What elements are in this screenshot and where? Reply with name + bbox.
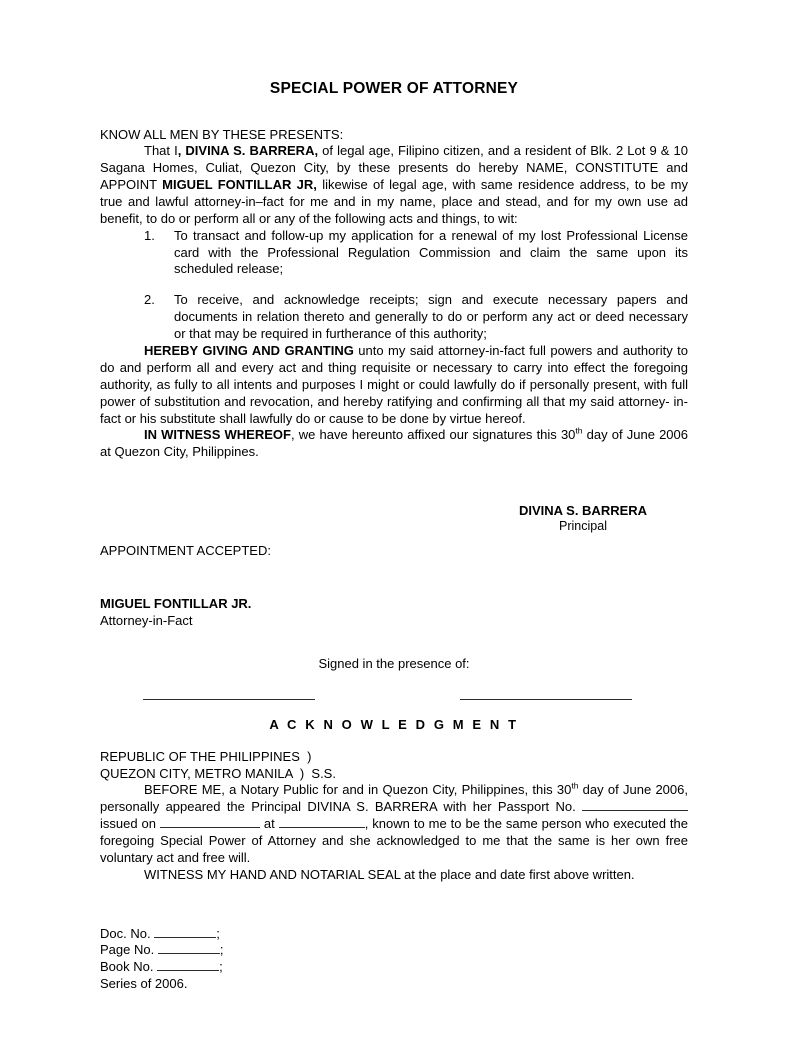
list-item xyxy=(100,228,688,279)
witness-signature-lines xyxy=(100,687,688,713)
witness-seal-paragraph: WITNESS MY HAND AND NOTARIAL SEAL at the place and date first above written. xyxy=(144,866,635,882)
witness-text-after-day: day of June 2006 at Quezon City, Philippines. xyxy=(100,427,688,460)
doc-no-blank xyxy=(154,926,216,938)
venue-line-2: QUEZON CITY, METRO MANILA ) S.S. xyxy=(100,766,336,781)
principal-signature-block xyxy=(448,503,718,535)
page-no-row xyxy=(100,942,688,959)
doc-no-terminator: ; xyxy=(216,925,220,941)
venue-line-1: REPUBLIC OF THE PHILIPPINES ) xyxy=(100,748,312,764)
witness-text-before-day: , we have hereunto affixed our signatures this 30 xyxy=(290,427,576,443)
acknowledgment-title: A C K N O W L E D G M E N T xyxy=(269,716,519,732)
page-no-terminator: ; xyxy=(219,942,224,958)
notarial-entries-block xyxy=(100,926,688,994)
granting-lead: HEREBY GIVING AND GRANTING xyxy=(144,342,354,358)
ordinal-suffix: th xyxy=(575,426,583,437)
issued-on-blank xyxy=(160,816,260,828)
before-me-part5: , known to me to be the same person who executed the foregoing Special Power of Attorney and she acknowledged to me that the same is her own free voluntary act and free will. xyxy=(100,815,688,865)
salutation-text: KNOW ALL MEN BY THESE PRESENTS: xyxy=(100,127,344,142)
principal-name-inline: , DIVINA S. BARRERA, xyxy=(177,143,319,159)
opening-lead: That I xyxy=(144,143,178,159)
list-item-number: 1. xyxy=(144,227,155,243)
before-me-part3: issued on xyxy=(100,815,160,831)
attorney-signature-block xyxy=(100,596,688,630)
witness-signature-line-left xyxy=(143,699,315,700)
page-no-label: Page No. xyxy=(100,942,158,958)
doc-no-label: Doc. No. xyxy=(100,925,155,941)
passport-number-blank xyxy=(582,799,688,811)
witness-whereof-paragraph xyxy=(100,427,688,461)
page-no-blank xyxy=(158,942,220,954)
attorney-signature-role: Attorney-in-Fact xyxy=(100,612,193,628)
list-item-text: To transact and follow-up my application for a renewal of my lost Professional License card with the Professional Regulation Commission and claim the same upon its scheduled release; xyxy=(174,227,688,277)
acts-list xyxy=(100,228,688,343)
opening-part1: of legal age, Filipino citizen, and a resident of Blk. 2 Lot 9 & 10 Sagana Homes, Culiat, Quezon City, by these presents do hereby NAME, CONSTITUTE and APPOINT xyxy=(100,143,688,192)
before-me-part2: day of June 2006, personally appeared the Principal DIVINA S. BARRERA with her Passport No. xyxy=(100,782,688,815)
appointment-accepted-label: APPOINTMENT ACCEPTED: xyxy=(100,543,271,559)
granting-text: unto my said attorney-in-fact full powers and authority to do and perform all and every act and thing requisite or necessary to carry into effect the foregoing authority, as fully to all intents and purposes I might or could lawfully do if personally present, with full power of substitution and revocation, and hereby ratifying and confirming all that my said attorney- in-fact or his substitute shall lawfully do or cause to be done by virtue hereof. xyxy=(100,342,689,426)
book-no-terminator: ; xyxy=(219,959,223,975)
page-title: SPECIAL POWER OF ATTORNEY xyxy=(269,80,519,97)
opening-paragraph xyxy=(100,143,688,227)
witness-lead: IN WITNESS WHEREOF xyxy=(144,427,291,443)
signed-in-presence-label: Signed in the presence of: xyxy=(318,655,470,671)
document-content xyxy=(100,0,688,993)
list-item-text: To receive, and acknowledge receipts; sign and execute necessary papers and documents in relation thereto and generally to do or perform any act or deed necessary or that may be required in furtherance of this authority; xyxy=(174,292,688,342)
doc-no-row xyxy=(100,926,688,943)
book-no-blank xyxy=(157,959,219,971)
issued-at-blank xyxy=(279,816,365,828)
book-no-label: Book No. xyxy=(100,959,158,975)
book-no-row xyxy=(100,959,688,976)
before-me-part4: at xyxy=(259,815,279,831)
before-me-part1: BEFORE ME, a Notary Public for and in Quezon City, Philippines, this 30 xyxy=(144,782,572,798)
principal-signature-name: DIVINA S. BARRERA xyxy=(518,503,648,519)
series-row: Series of 2006. xyxy=(100,976,188,992)
opening-part2: likewise of legal age, with same residence address, to be my true and lawful attorney-in–fact for me and in my name, place and stead, and for my own use ad benefit, to do or perform all or any of the following acts and things, to wit: xyxy=(100,176,688,226)
ordinal-suffix: th xyxy=(571,780,579,791)
attorney-signature-name: MIGUEL FONTILLAR JR. xyxy=(100,596,252,612)
granting-paragraph xyxy=(100,343,688,427)
before-me-paragraph xyxy=(100,782,688,866)
principal-signature-role: Principal xyxy=(559,519,607,534)
witness-signature-line-right xyxy=(460,699,632,700)
list-item-number: 2. xyxy=(144,292,155,308)
list-item xyxy=(100,292,688,343)
attorney-name-inline: MIGUEL FONTILLAR JR, xyxy=(162,176,317,192)
